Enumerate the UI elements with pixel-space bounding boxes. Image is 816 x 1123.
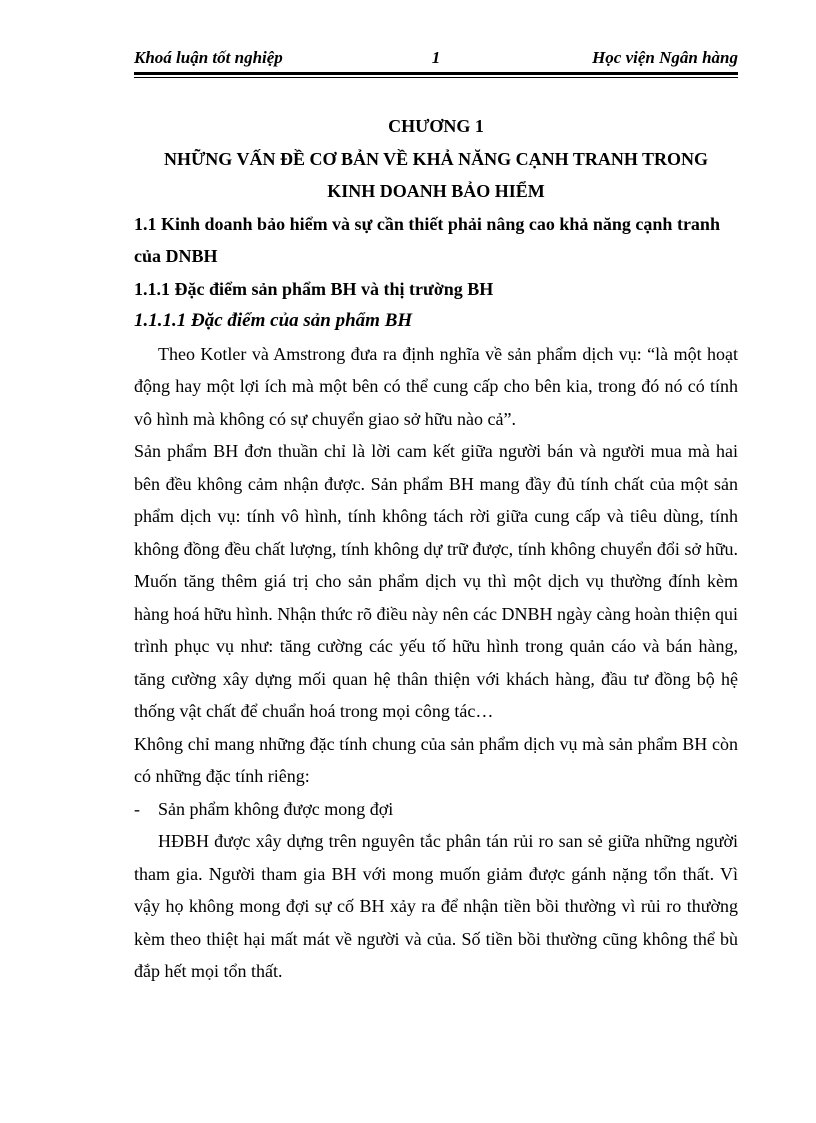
paragraph-unwanted-product: HĐBH được xây dựng trên nguyên tắc phân tán rủi ro san sẻ giữa những người tham gia. Người tham gia BH với mong muốn giảm được gánh nặng tổn thất. Vì vậy họ không mong đợi sự cố BH xảy ra để nhận tiền bồi thường vì rủi ro thường kèm theo thiệt hại mất mát về người và của. Số tiền bồi thường cũng không thể bù đắp hết mọi tổn thất. — [134, 831, 738, 981]
bullet-dash: - — [134, 798, 140, 819]
header-rule-thin — [134, 77, 738, 78]
section-heading-1-1: 1.1 Kinh doanh bảo hiểm và sự cần thiết phải nâng cao khả năng cạnh tranh của DNBH — [134, 213, 720, 266]
chapter-title-line2: KINH DOANH BẢO HIỂM — [327, 181, 545, 201]
bullet-text: Sản phẩm không được mong đợi — [158, 798, 394, 819]
header-rule-thick — [134, 72, 738, 75]
header-page-number: 1 — [431, 48, 441, 67]
document-body — [134, 110, 738, 988]
bullet-item — [134, 793, 738, 826]
chapter-title-line1: NHỮNG VẤN ĐỀ CƠ BẢN VỀ KHẢ NĂNG CẠNH TRANH TRONG — [163, 148, 709, 169]
section-heading-1-1-1-1: 1.1.1.1 Đặc điểm của sản phẩm BH — [134, 310, 413, 331]
paragraph-product-nature: Sản phẩm BH đơn thuần chỉ là lời cam kết giữa người bán và người mua mà hai bên đều không cảm nhận được. Sản phẩm BH mang đầy đủ tính chất của một sản phẩm dịch vụ: tính vô hình, tính không tách rời giữa cung cấp và tiêu dùng, tính không đồng đều chất lượng, tính không dự trữ được, tính không chuyển đổi sở hữu. Muốn tăng thêm giá trị cho sản phẩm dịch vụ thì một dịch vụ thường đính kèm hàng hoá hữu hình. Nhận thức rõ điều này nên các DNBH ngày càng hoàn thiện qui trình phục vụ như: tăng cường các yếu tố hữu hình trong quản cáo và bán hàng, tăng cường xây dựng mối quan hệ thân thiện với khách hàng, đầu tư đồng bộ hệ thống vật chất để chuẩn hoá trong mọi công tác… — [134, 441, 738, 721]
header-thesis-label: Khoá luận tốt nghiệp — [134, 48, 283, 67]
page-header — [134, 48, 738, 72]
paragraph-kotler-definition: Theo Kotler và Amstrong đưa ra định nghĩa về sản phẩm dịch vụ: “là một hoạt động hay một lợi ích mà một bên có thể cung cấp cho bên kia, trong đó nó có tính vô hình mà không có sự chuyển giao sở hữu nào cả”. — [134, 343, 738, 429]
paragraph-specific-traits: Không chỉ mang những đặc tính chung của sản phẩm dịch vụ mà sản phẩm BH còn có những đặc tính riêng: — [134, 733, 738, 786]
section-heading-1-1-1: 1.1.1 Đặc điểm sản phẩm BH và thị trường BH — [134, 278, 494, 299]
chapter-label: CHƯƠNG 1 — [388, 116, 484, 136]
header-institution: Học viện Ngân hàng — [592, 48, 738, 67]
